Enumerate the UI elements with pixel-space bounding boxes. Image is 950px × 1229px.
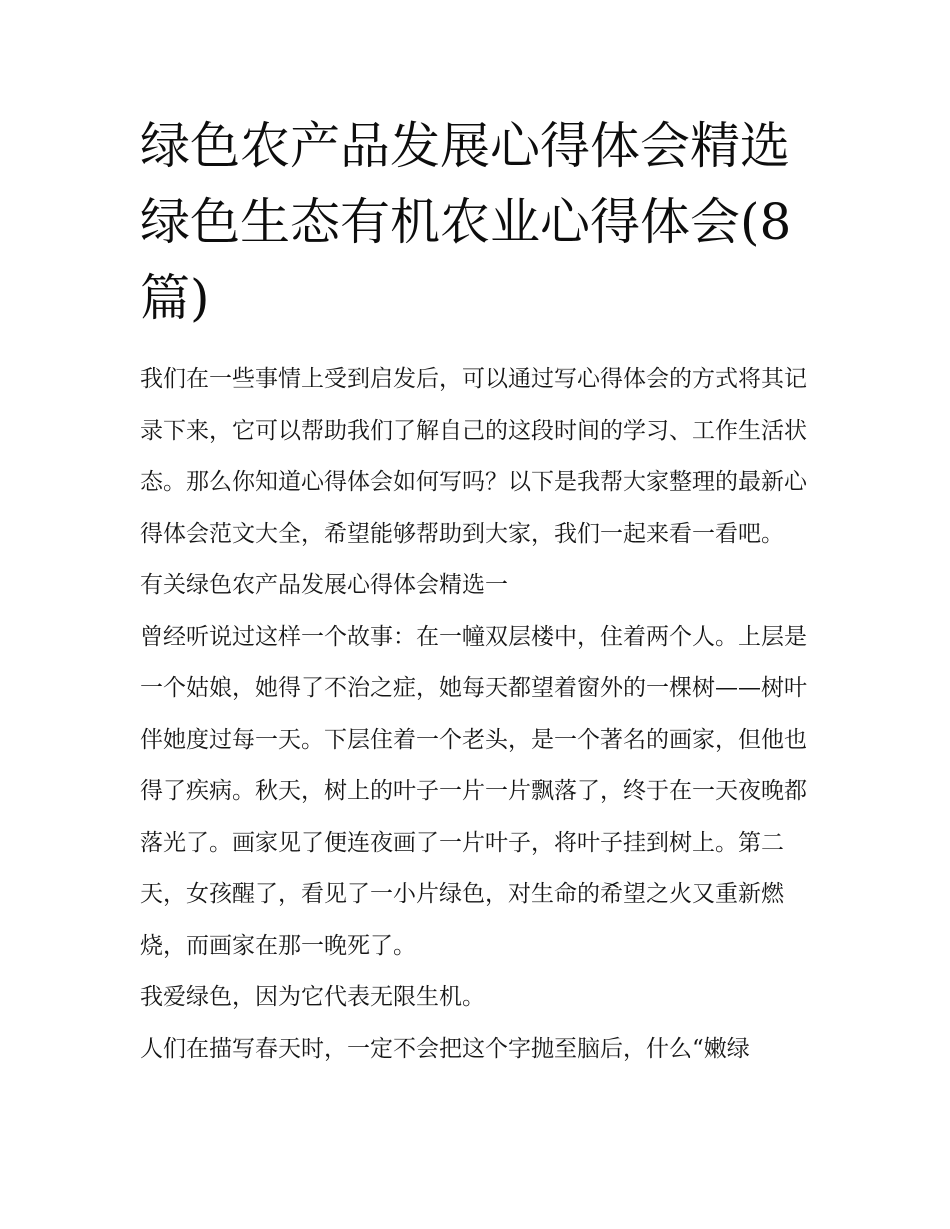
intro-paragraph: 我们在一些事情上受到启发后，可以通过写心得体会的方式将其记录下来，它可以帮助我们了解自己的这段时间的学习、工作生活状态。那么你知道心得体会如何写吗？以下是我帮大家整理的最新心得体会范文大全，希望能够帮助到大家，我们一起来看一看吧。 (140, 366, 807, 547)
body-paragraph: 我爱绿色，因为它代表无限生机。 (140, 984, 485, 1010)
story-paragraph: 曾经听说过这样一个故事：在一幢双层楼中，住着两个人。上层是一个姑娘，她得了不治之症，她每天都望着窗外的一棵树——树叶伴她度过每一天。下层住着一个老头，是一个著名的画家，但他也得了疾病。秋天，树上的叶子一片一片飘落了，终于在一天夜晚都落光了。画家见了便连夜画了一片叶子，将叶子挂到树上。第二天，女孩醒了，看见了一小片绿色，对生命的希望之火又重新燃烧，而画家在那一晚死了。 (140, 623, 807, 959)
document-title: 绿色农产品发展心得体会精选绿色生态有机农业心得体会(8篇) (140, 117, 792, 327)
section-heading: 有关绿色农产品发展心得体会精选一 (140, 572, 508, 598)
document-page (140, 108, 812, 1075)
body-paragraph: 人们在描写春天时，一定不会把这个字抛至脑后，什么“嫩绿 (140, 1035, 750, 1062)
document-body (140, 354, 812, 1075)
